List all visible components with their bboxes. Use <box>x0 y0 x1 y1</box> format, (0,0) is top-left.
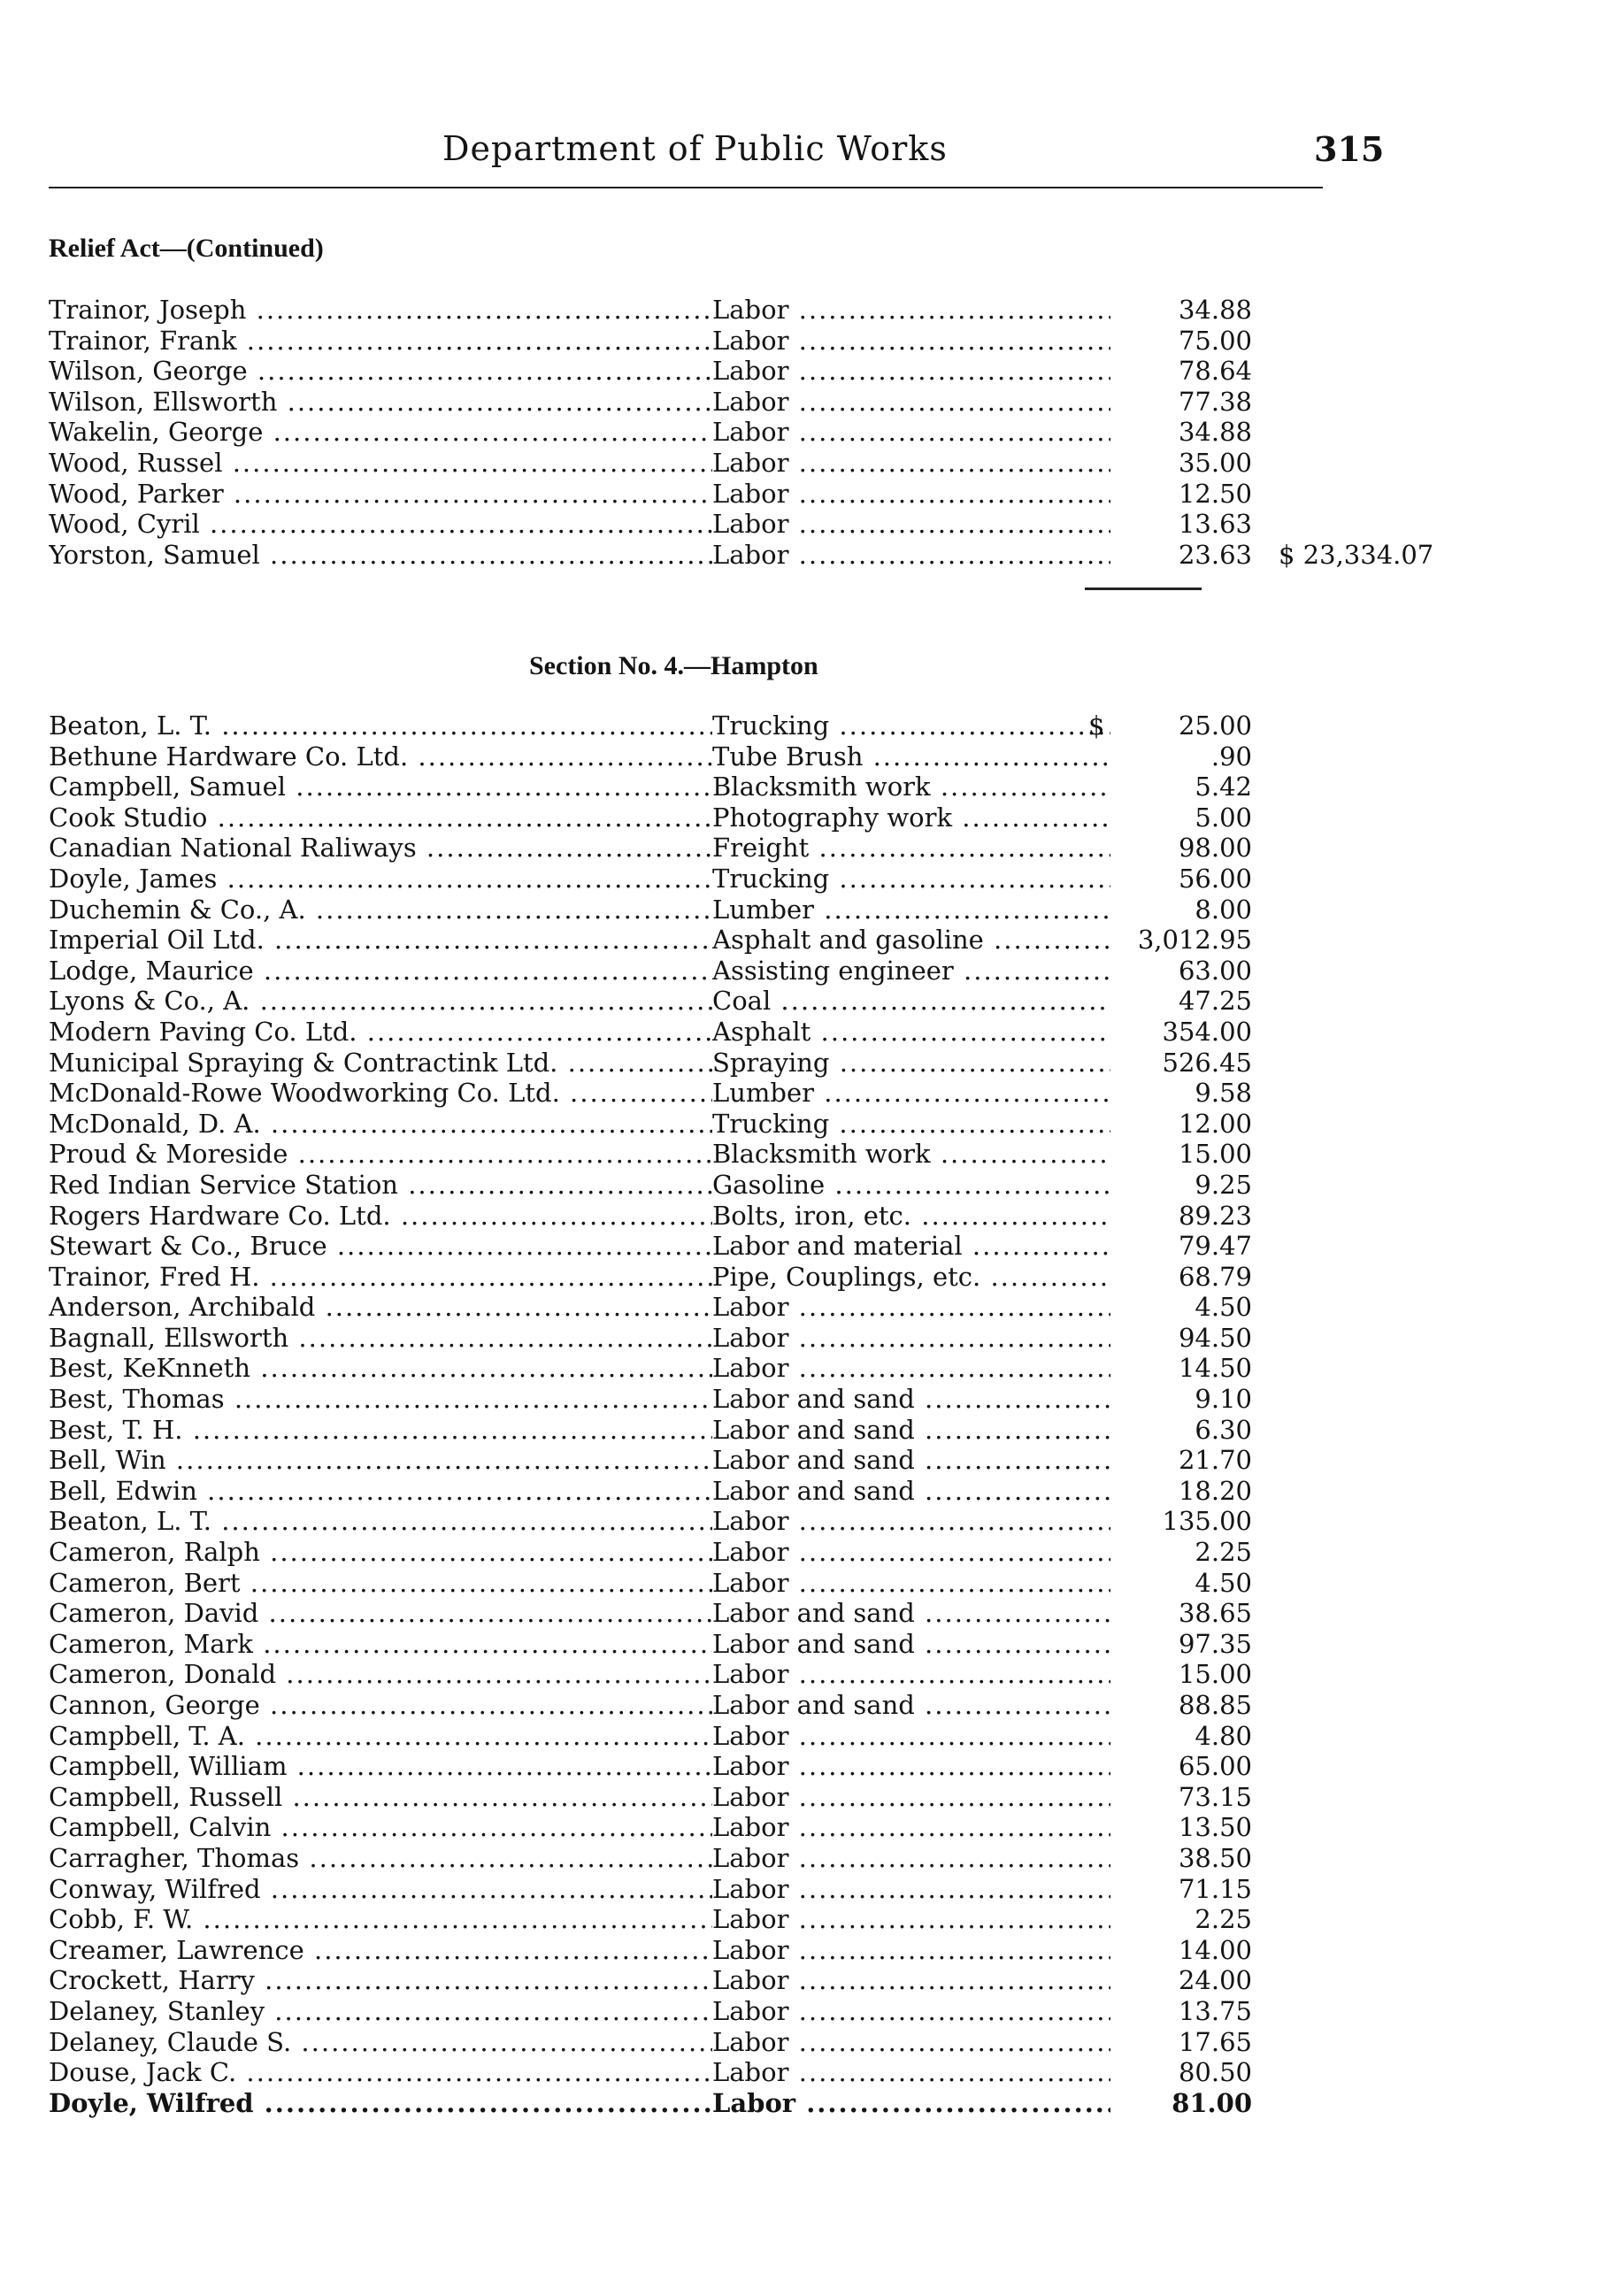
payee-name: Wakelin, George ..... <box>49 417 712 448</box>
payee-name: Beaton, L. T. ..... <box>49 710 712 741</box>
ledger-row <box>49 1445 1385 1476</box>
work-description: Labor ..... <box>712 1353 1110 1384</box>
work-description: Labor ..... <box>712 448 1110 479</box>
amount: 81.00 <box>1172 2087 1252 2118</box>
work-description: Labor and sand ..... <box>712 1476 1110 1507</box>
payee-name: Bell, Win ..... <box>49 1445 712 1476</box>
amount: 25.00 <box>1178 710 1252 741</box>
ledger-row <box>49 1812 1385 1843</box>
amount: 13.50 <box>1178 1812 1252 1843</box>
payee-name: Trainor, Joseph ..... <box>49 295 712 326</box>
work-description: Labor ..... <box>712 1323 1110 1354</box>
section-heading-relief-act: Relief Act—(Continued) <box>49 234 324 263</box>
payee-name: Campbell, William ..... <box>49 1751 712 1782</box>
work-description: Labor and sand ..... <box>712 1629 1110 1660</box>
payee-name: Municipal Spraying & Contractink Ltd. ..... <box>49 1048 712 1079</box>
payee-name: Carragher, Thomas ..... <box>49 1843 712 1874</box>
payee-name: Delaney, Stanley ..... <box>49 1996 712 2027</box>
ledger-row <box>49 539 1434 571</box>
ledger-row <box>49 1078 1385 1109</box>
ledger-row <box>49 1874 1385 1905</box>
payee-name: Best, Thomas ..... <box>49 1384 712 1415</box>
payee-name: Stewart & Co., Bruce ..... <box>49 1231 712 1262</box>
amount: 15.00 <box>1178 1139 1252 1170</box>
work-description: Labor ..... <box>712 1904 1110 1935</box>
amount: 71.15 <box>1178 1873 1252 1904</box>
ledger-row <box>49 1109 1385 1140</box>
work-description: Lumber ..... <box>712 1078 1110 1109</box>
ledger-row <box>49 772 1385 802</box>
payee-name: Cameron, Bert ..... <box>49 1568 712 1599</box>
section-total: $ 23,334.07 <box>1279 539 1434 570</box>
work-description: Labor ..... <box>712 2057 1110 2088</box>
work-description: Labor ..... <box>712 1874 1110 1905</box>
ledger-row <box>49 2057 1385 2088</box>
work-description: Asphalt and gasoline ..... <box>712 925 1110 956</box>
payee-name: Bagnall, Ellsworth ..... <box>49 1323 712 1354</box>
work-description: Gasoline ..... <box>712 1170 1110 1201</box>
ledger-row <box>49 1017 1385 1048</box>
ledger-row <box>49 1751 1385 1782</box>
payee-name: Cook Studio ..... <box>49 802 712 833</box>
work-description: Labor ..... <box>712 2027 1110 2058</box>
payee-name: Trainor, Frank ..... <box>49 326 712 357</box>
amount: 526.45 <box>1162 1047 1252 1078</box>
work-description: Labor ..... <box>712 1812 1110 1843</box>
amount: 79.47 <box>1178 1231 1252 1262</box>
ledger-row <box>49 448 1385 479</box>
amount: 34.88 <box>1178 417 1252 448</box>
work-description: Labor ..... <box>712 417 1110 448</box>
payee-name: Proud & Moreside ..... <box>49 1139 712 1170</box>
ledger-row <box>49 1048 1385 1079</box>
payee-name: Crockett, Harry ..... <box>49 1965 712 1996</box>
ledger-row <box>49 479 1385 510</box>
payee-name: Campbell, Russell ..... <box>49 1782 712 1813</box>
amount: 12.50 <box>1178 478 1252 509</box>
work-description: Labor ..... <box>712 509 1110 540</box>
payee-name: Lodge, Maurice ..... <box>49 956 712 987</box>
ledger-row <box>49 1506 1385 1537</box>
payee-name: Wilson, George ..... <box>49 356 712 387</box>
ledger-row <box>49 1262 1385 1293</box>
work-description: Labor ..... <box>712 1996 1110 2027</box>
payee-name: Trainor, Fred H. ..... <box>49 1262 712 1293</box>
amount: 88.85 <box>1178 1690 1252 1720</box>
ledger-hampton <box>49 710 1385 2118</box>
work-description: Tube Brush ..... <box>712 741 1110 772</box>
payee-name: Cameron, Ralph ..... <box>49 1537 712 1568</box>
ledger-row <box>49 1965 1385 1996</box>
amount: 4.50 <box>1195 1292 1252 1323</box>
amount: 77.38 <box>1178 386 1252 417</box>
ledger-row <box>49 864 1385 895</box>
amount: 15.00 <box>1178 1659 1252 1690</box>
payee-name: Best, KeKnneth ..... <box>49 1353 712 1384</box>
ledger-row <box>49 956 1385 987</box>
amount: 65.00 <box>1178 1751 1252 1782</box>
amount: 18.20 <box>1178 1475 1252 1506</box>
payee-name: Campbell, Samuel ..... <box>49 772 712 802</box>
ledger-row <box>49 1476 1385 1507</box>
amount: 14.50 <box>1178 1353 1252 1384</box>
ledger-row <box>49 295 1385 326</box>
amount: 56.00 <box>1178 863 1252 894</box>
ledger-row <box>49 326 1385 357</box>
work-description: Photography work ..... <box>712 802 1110 833</box>
ledger-row <box>49 833 1385 864</box>
ledger-row <box>49 1384 1385 1415</box>
payee-name: Douse, Jack C. ..... <box>49 2057 712 2088</box>
work-description: Labor ..... <box>712 1659 1110 1690</box>
page-number: 315 <box>1314 129 1385 169</box>
amount: 9.25 <box>1195 1169 1252 1200</box>
work-description: Labor ..... <box>712 1751 1110 1782</box>
work-description: Bolts, iron, etc. ..... <box>712 1201 1110 1232</box>
work-description: Labor and sand ..... <box>712 1415 1110 1446</box>
ledger-row <box>49 741 1385 772</box>
amount: 13.75 <box>1178 1995 1252 2026</box>
payee-name: Bethune Hardware Co. Ltd. ..... <box>49 741 712 772</box>
payee-name: Cameron, Donald ..... <box>49 1659 712 1690</box>
ledger-row <box>49 1843 1385 1874</box>
amount: 135.00 <box>1162 1506 1252 1537</box>
ledger-row <box>49 1323 1385 1354</box>
amount: 38.65 <box>1178 1598 1252 1629</box>
work-description: Labor and material ..... <box>712 1231 1110 1262</box>
amount: 9.58 <box>1195 1078 1252 1109</box>
work-description: Labor and sand ..... <box>712 1445 1110 1476</box>
ledger-row <box>49 2088 1385 2119</box>
work-description: Blacksmith work ..... <box>712 772 1110 802</box>
ledger-row <box>49 1170 1385 1201</box>
ledger-relief-act <box>49 295 1434 570</box>
work-description: Labor ..... <box>712 540 1110 571</box>
amount: 9.10 <box>1195 1384 1252 1415</box>
payee-name: Imperial Oil Ltd. ..... <box>49 925 712 956</box>
payee-name: Creamer, Lawrence ..... <box>49 1935 712 1966</box>
dollar-sign: $ <box>1088 710 1105 741</box>
work-description: Labor ..... <box>712 326 1110 357</box>
work-description: Labor ..... <box>712 1721 1110 1752</box>
amount: 13.63 <box>1178 509 1252 540</box>
work-description: Lumber ..... <box>712 895 1110 925</box>
work-description: Labor ..... <box>712 1506 1110 1537</box>
ledger-row <box>49 509 1385 540</box>
work-description: Assisting engineer ..... <box>712 956 1110 987</box>
amount: 3,012.95 <box>1137 925 1252 956</box>
payee-name: Bell, Edwin ..... <box>49 1476 712 1507</box>
payee-name: Lyons & Co., A. ..... <box>49 986 712 1017</box>
section-heading-hampton: Section No. 4.—Hampton <box>529 651 818 680</box>
header-rule <box>49 187 1323 188</box>
ledger-row <box>49 1292 1385 1323</box>
amount: 80.50 <box>1178 2057 1252 2088</box>
amount: 12.00 <box>1178 1108 1252 1139</box>
work-description: Trucking ..... <box>712 864 1110 895</box>
ledger-row <box>49 1568 1385 1599</box>
work-description: Labor ..... <box>712 1965 1110 1996</box>
work-description: Labor ..... <box>712 479 1110 510</box>
payee-name: Beaton, L. T. ..... <box>49 1506 712 1537</box>
amount: 63.00 <box>1178 955 1252 986</box>
ledger-row <box>49 802 1385 833</box>
ledger-row <box>49 417 1385 448</box>
payee-name: Wood, Cyril ..... <box>49 509 712 540</box>
payee-name: Wood, Parker ..... <box>49 479 712 510</box>
payee-name: Wood, Russel ..... <box>49 448 712 479</box>
work-description: Blacksmith work ..... <box>712 1139 1110 1170</box>
amount: 89.23 <box>1178 1200 1252 1231</box>
ledger-row <box>49 1231 1385 1262</box>
amount: 34.88 <box>1178 295 1252 325</box>
ledger-row <box>49 710 1385 741</box>
payee-name: Red Indian Service Station ..... <box>49 1170 712 1201</box>
amount: 21.70 <box>1178 1445 1252 1476</box>
work-description: Labor ..... <box>712 1843 1110 1874</box>
amount: 17.65 <box>1178 2026 1252 2057</box>
payee-name: Best, T. H. ..... <box>49 1415 712 1446</box>
payee-name: McDonald-Rowe Woodworking Co. Ltd. ..... <box>49 1078 712 1109</box>
amount: 2.25 <box>1195 1537 1252 1568</box>
payee-name: Conway, Wilfred ..... <box>49 1874 712 1905</box>
ledger-row <box>49 387 1385 418</box>
payee-name: Duchemin & Co., A. ..... <box>49 895 712 925</box>
work-description: Labor ..... <box>712 2088 1110 2119</box>
payee-name: Yorston, Samuel ..... <box>49 540 712 571</box>
ledger-row <box>49 1659 1385 1690</box>
work-description: Trucking ..... <box>712 710 1110 741</box>
ledger-row <box>49 1782 1385 1813</box>
ledger-row <box>49 1598 1385 1629</box>
amount: 75.00 <box>1178 325 1252 356</box>
ledger-row <box>49 1139 1385 1170</box>
amount: 98.00 <box>1178 833 1252 864</box>
ledger-row <box>49 1629 1385 1660</box>
work-description: Asphalt ..... <box>712 1017 1110 1048</box>
ledger-row <box>49 356 1385 387</box>
work-description: Labor ..... <box>712 295 1110 326</box>
payee-name: Wilson, Ellsworth ..... <box>49 387 712 418</box>
work-description: Labor and sand ..... <box>712 1690 1110 1721</box>
ledger-row <box>49 1537 1385 1568</box>
amount: 23.63 <box>1178 539 1252 570</box>
amount: 47.25 <box>1178 986 1252 1017</box>
ledger-row <box>49 895 1385 925</box>
work-description: Pipe, Couplings, etc. ..... <box>712 1262 1110 1293</box>
payee-name: Rogers Hardware Co. Ltd. ..... <box>49 1201 712 1232</box>
sum-rule <box>1085 587 1202 590</box>
amount: 6.30 <box>1195 1414 1252 1445</box>
work-description: Labor and sand ..... <box>712 1384 1110 1415</box>
amount: 354.00 <box>1162 1016 1252 1047</box>
work-description: Labor ..... <box>712 1537 1110 1568</box>
amount: 8.00 <box>1195 894 1252 925</box>
ledger-row <box>49 1996 1385 2027</box>
ledger-row <box>49 1415 1385 1446</box>
payee-name: Canadian National Raliways ..... <box>49 833 712 864</box>
payee-name: Cannon, George ..... <box>49 1690 712 1721</box>
work-description: Trucking ..... <box>712 1109 1110 1140</box>
payee-name: Modern Paving Co. Ltd. ..... <box>49 1017 712 1048</box>
ledger-row <box>49 986 1385 1017</box>
payee-name: Doyle, Wilfred ..... <box>49 2088 712 2119</box>
payee-name: Cobb, F. W. ..... <box>49 1904 712 1935</box>
work-description: Labor ..... <box>712 1568 1110 1599</box>
amount: 5.42 <box>1195 772 1252 802</box>
payee-name: Campbell, T. A. ..... <box>49 1721 712 1752</box>
amount: 97.35 <box>1178 1628 1252 1659</box>
amount: 94.50 <box>1178 1322 1252 1353</box>
work-description: Labor and sand ..... <box>712 1598 1110 1629</box>
amount: 2.25 <box>1195 1904 1252 1935</box>
work-description: Labor ..... <box>712 1292 1110 1323</box>
ledger-row <box>49 925 1385 956</box>
payee-name: McDonald, D. A. ..... <box>49 1109 712 1140</box>
work-description: Labor ..... <box>712 356 1110 387</box>
payee-name: Campbell, Calvin ..... <box>49 1812 712 1843</box>
payee-name: Cameron, David ..... <box>49 1598 712 1629</box>
amount: 4.50 <box>1195 1567 1252 1598</box>
amount: 73.15 <box>1178 1781 1252 1812</box>
work-description: Freight ..... <box>712 833 1110 864</box>
amount: 68.79 <box>1178 1261 1252 1292</box>
ledger-row <box>49 1353 1385 1384</box>
work-description: Labor ..... <box>712 1935 1110 1966</box>
ledger-row <box>49 1904 1385 1935</box>
ledger-row <box>49 1690 1385 1721</box>
amount: .90 <box>1210 741 1252 772</box>
work-description: Coal ..... <box>712 986 1110 1017</box>
ledger-row <box>49 1935 1385 1966</box>
amount: 35.00 <box>1178 447 1252 478</box>
ledger-row <box>49 2027 1385 2058</box>
ledger-row <box>49 1201 1385 1232</box>
amount: 5.00 <box>1195 802 1252 833</box>
payee-name: Doyle, James ..... <box>49 864 712 895</box>
amount: 24.00 <box>1178 1965 1252 1996</box>
work-description: Labor ..... <box>712 1782 1110 1813</box>
amount: 4.80 <box>1195 1720 1252 1751</box>
ledger-row <box>49 1721 1385 1752</box>
amount: 78.64 <box>1178 356 1252 387</box>
payee-name: Cameron, Mark ..... <box>49 1629 712 1660</box>
payee-name: Delaney, Claude S. ..... <box>49 2027 712 2058</box>
amount: 14.00 <box>1178 1934 1252 1965</box>
payee-name: Anderson, Archibald ..... <box>49 1292 712 1323</box>
page-title: Department of Public Works <box>442 129 948 168</box>
work-description: Labor ..... <box>712 387 1110 418</box>
work-description: Spraying ..... <box>712 1048 1110 1079</box>
amount: 38.50 <box>1178 1842 1252 1873</box>
